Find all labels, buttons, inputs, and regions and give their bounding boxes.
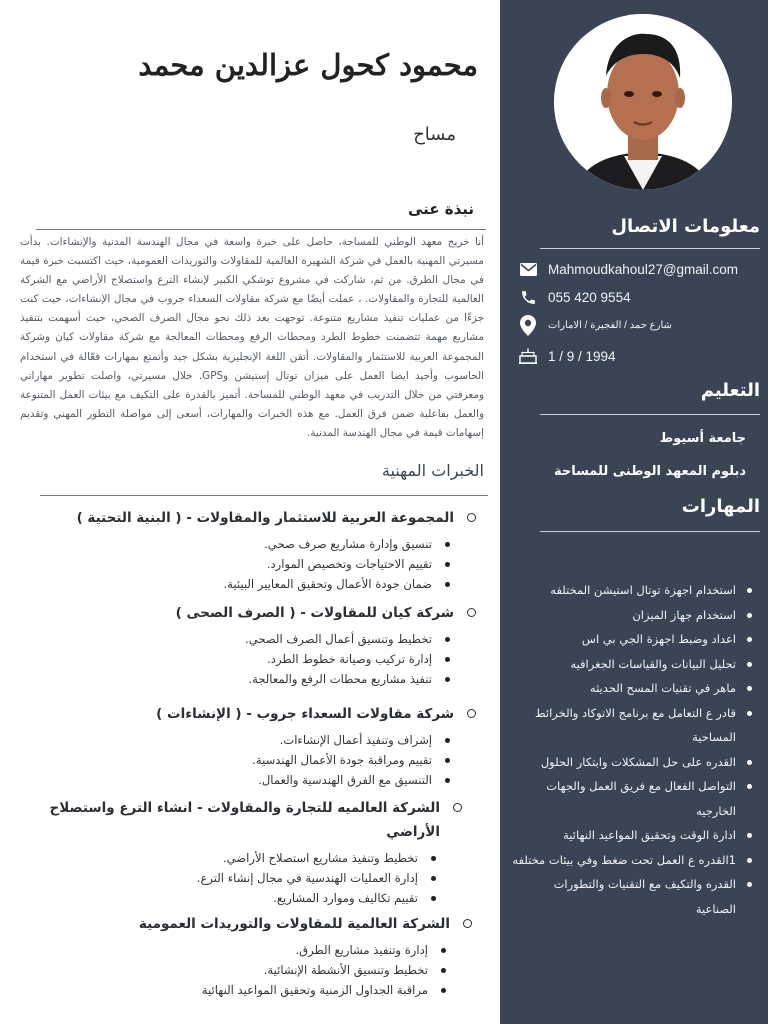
experience-task: إدارة وتنفيذ مشاريع الطرق. xyxy=(24,940,476,960)
skills-list xyxy=(510,578,752,921)
experience-title-text: الشركة العالميه للتجارة والمقاولات - انشاء الترع واستصلاح الأراضي xyxy=(49,800,440,840)
education-university: جامعة أسيوط xyxy=(659,431,746,446)
experience-tasks xyxy=(32,848,466,908)
skill-item: قادر ع التعامل مع برنامج الاتوكاد والخرائط المساحية xyxy=(510,701,752,750)
experience-item-title xyxy=(24,702,480,726)
experience-task: تقييم الاحتياجات وتخصيص الموارد. xyxy=(24,554,480,574)
experience-title-text: شركة مقاولات السعداء جروب - ( الإنشاءات ) xyxy=(156,706,454,722)
experience-tasks xyxy=(24,629,480,689)
skill-item: التواصل الفعال مع فريق العمل والجهات الخارجيه xyxy=(510,774,752,823)
skill-item: استخدام جهاز الميزان xyxy=(510,603,752,628)
education-divider xyxy=(540,414,760,415)
skill-item: 1القدره ع العمل تحت ضغط وفي بيئات مختلفه xyxy=(510,848,752,873)
education-heading: التعليم xyxy=(700,380,760,401)
contact-address-row xyxy=(518,314,750,336)
person-name: محمود كحول عزالدين محمد xyxy=(138,48,478,82)
experience-task: إدارة تركيب وصيانة خطوط الطرد. xyxy=(24,649,480,669)
circle-bullet-icon xyxy=(463,919,472,928)
birthday-cake-icon xyxy=(518,346,538,366)
education-diploma: دبلوم المعهد الوطنى للمساحة xyxy=(553,464,746,479)
skills-heading: المهارات xyxy=(681,496,760,517)
contact-phone-row xyxy=(518,286,750,308)
experience-item xyxy=(32,796,466,908)
experience-item xyxy=(24,702,480,790)
experience-tasks xyxy=(24,730,480,790)
experience-task: مراقبة الجداول الزمنية وتحقيق المواعيد النهائية xyxy=(24,980,476,1000)
circle-bullet-icon xyxy=(467,709,476,718)
experience-item-title xyxy=(24,601,480,625)
circle-bullet-icon xyxy=(467,608,476,617)
experience-task: إدارة العمليات الهندسية في مجال إنشاء الترع. xyxy=(32,868,466,888)
experience-task: تخطيط وتنسيق أعمال الصرف الصحي. xyxy=(24,629,480,649)
phone-icon xyxy=(518,287,538,307)
envelope-icon xyxy=(518,259,538,279)
job-title: مساح xyxy=(413,124,456,145)
experience-task: تخطيط وتنفيذ مشاريع استصلاح الأراضي. xyxy=(32,848,466,868)
experience-item xyxy=(24,506,480,594)
skill-item: القدره على حل المشكلات وابتكار الحلول xyxy=(510,750,752,775)
experience-item xyxy=(24,912,476,1000)
sidebar xyxy=(500,0,768,1024)
experience-item-title xyxy=(24,506,480,530)
skills-divider xyxy=(540,531,760,532)
circle-bullet-icon xyxy=(467,513,476,522)
experience-task: التنسيق مع الفرق الهندسية والعمال. xyxy=(24,770,480,790)
experience-item-title xyxy=(32,796,466,844)
location-pin-icon xyxy=(518,315,538,335)
about-paragraph: أنا خريج معهد الوطني للمساحة، حاصل على خبرة واسعة في مجال الهندسة المدنية والإنشاءات. بدأت مسيرتي المهنية بالعمل في شركة الشهيرة العالمية للمقاولات والتوريدات العمومية، حيث اكتسبت خبرة قيمة في مجال الطرق. من ثم، شاركت في مشروع توشكي الكبير لإنشاء الترع واستصلاح الأراضي مع الشركة العالمية للتجارة والمقاولات. ، عملت أيضًا مع شركة مقاولات السعداء جروب في مجال الإنشاءات، حيث كنت جزءًا من عمليات تنفيذ مشاريع متنوعة. توجهت بعد ذلك نحو مجال الصرف الصحي، حيث أسهمت بتنفيذ مشاريع مهمة تتضمنت خطوط الطرد ومحطات الرفع ومحطات المعالجة مع شركة مقاولات كيان وشركة المجموعة العربية للاستثمار والمقاولات. أتقن اللغة الإنجليزية بشكل جيد وأتمتع بمهارات فعّالة في استخدام الحاسوب وأجيد ايضا العمل على ميزان توتال إستيشن وGPS. خلال مسيرتي، واصلت تطوير مهاراتي ومعرفتي من خلال التدريب في معهد الوطني للمساحة. أتميز بالقدرة على التكيف مع بيئات العمل المتنوعة والعمل بفاعلية ضمن فرق العمل. مع هذه الخبرات والمهارات، أسعى إلى مواصلة التطور المهني وتقديم إسهامات قيمة في مجال الهندسة المدنية. xyxy=(20,236,484,439)
experience-tasks xyxy=(24,534,480,594)
experience-task: تقييم ومراقبة جودة الأعمال الهندسية. xyxy=(24,750,480,770)
experience-heading: الخبرات المهنية xyxy=(381,461,484,480)
experience-task: تقييم تكاليف وموارد المشاريع. xyxy=(32,888,466,908)
experience-title-text: الشركة العالمية للمقاولات والتوريدات العمومية xyxy=(138,916,450,932)
experience-title-text: المجموعة العربية للاستثمار والمقاولات - ( البنية التحتية ) xyxy=(76,510,454,526)
skill-item: تحليل البيانات والقياسات الجغرافيه xyxy=(510,652,752,677)
circle-bullet-icon xyxy=(453,803,462,812)
contact-divider xyxy=(540,248,760,249)
experience-divider xyxy=(40,495,488,496)
experience-task: تنسيق وإدارة مشاريع صرف صحي. xyxy=(24,534,480,554)
experience-title-text: شركة كيان للمقاولات - ( الصرف الصحى ) xyxy=(175,605,454,621)
contact-email-row xyxy=(518,258,750,280)
experience-task: تخطيط وتنسيق الأنشطة الإنشائية. xyxy=(24,960,476,980)
skill-item: ماهر في تقنيات المسح الحديثه xyxy=(510,676,752,701)
about-divider xyxy=(36,229,486,230)
about-heading: نبذة عنى xyxy=(407,200,474,218)
contact-birthdate-row xyxy=(518,345,750,367)
experience-item-title xyxy=(24,912,476,936)
contact-heading: معلومات الاتصال xyxy=(611,216,760,237)
experience-task: تنفيذ مشاريع محطات الرفع والمعالجة. xyxy=(24,669,480,689)
contact-phone[interactable]: 055 420 9554 xyxy=(548,289,631,305)
contact-address: شارع حمد / الفجيرة / الامارات xyxy=(548,319,672,331)
contact-birthdate: 1 / 9 / 1994 xyxy=(548,348,616,364)
skill-item: اعداد وضبط اجهزة الجي بي اس xyxy=(510,627,752,652)
skill-item: القدره والتكيف مع التقنيات والتطورات الصناعية xyxy=(510,872,752,921)
skill-item: ادارة الوقت وتحقيق المواعيد النهائية xyxy=(510,823,752,848)
profile-photo xyxy=(554,14,732,190)
contact-email[interactable]: Mahmoudkahoul27@gmail.com xyxy=(548,261,739,277)
experience-item xyxy=(24,601,480,689)
experience-tasks xyxy=(24,940,476,1000)
experience-task: إشراف وتنفيذ أعمال الإنشاءات. xyxy=(24,730,480,750)
experience-task: ضمان جودة الأعمال وتحقيق المعايير البيئية. xyxy=(24,574,480,594)
skill-item: استخدام اجهزة توتال استيشن المختلفه xyxy=(510,578,752,603)
